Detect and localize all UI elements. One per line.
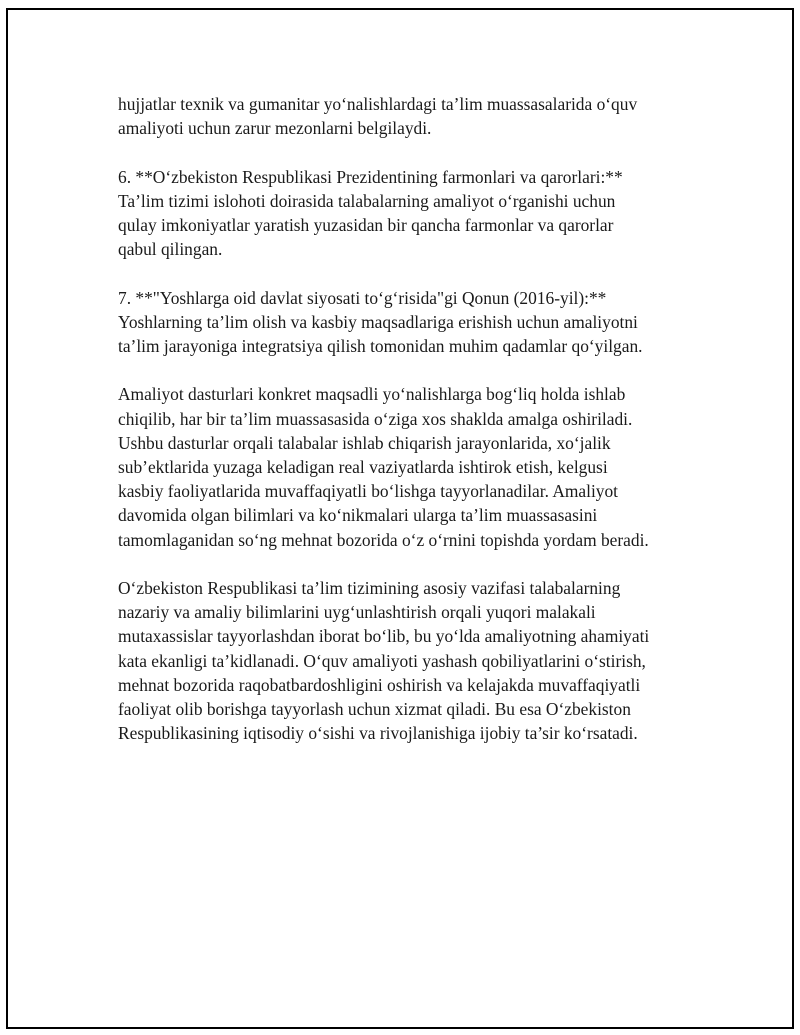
text-line: mehnat bozorida raqobatbardoshligini oshirish va kelajakda muvaffaqiyatli: [118, 674, 641, 695]
text-line: Amaliyot dasturlari konkret maqsadli yo‘nalishlarga bog‘liq holda ishlab: [118, 384, 626, 405]
text-line: sub’ektlarida yuzaga keladigan real vaziyatlarda ishtirok etish, kelgusi: [118, 457, 608, 477]
text-line: O‘zbekiston Respublikasi ta’lim tizimining asosiy vazifasi talabalarning: [118, 578, 621, 598]
text-line: nazariy va amaliy bilimlarini uyg‘unlashtirish orqali yuqori malakali: [118, 602, 596, 623]
text-line: kata ekanligi ta’kidlanadi. O‘quv amaliyoti yashash qobiliyatlarini o‘stirish,: [118, 650, 646, 671]
text-line: kasbiy faoliyatlarida muvaffaqiyatli bo‘lishga tayyorlanadilar. Amaliyot: [118, 481, 619, 502]
text-line: Respublikasining iqtisodiy o‘sishi va rivojlanishiga ijobiy ta’sir ko‘rsatadi.: [118, 723, 638, 744]
text-line: amaliyoti uchun zarur mezonlarni belgilaydi.: [118, 118, 432, 139]
text-line: qabul qilingan.: [118, 239, 223, 260]
paragraph-practice-programs: [118, 382, 698, 551]
text-line: 7. **"Yoshlarga oid davlat siyosati to‘g‘risida"gi Qonun (2016-yil):**: [118, 287, 607, 308]
text-line: davomida olgan bilimlari va ko‘nikmalari ularga ta’lim muassasasini: [118, 505, 598, 526]
document-body: [118, 92, 698, 770]
paragraph-item-6: [118, 165, 698, 262]
text-line: Ushbu dasturlar orqali talabalar ishlab chiqarish jarayonlarida, xo‘jalik: [118, 432, 611, 453]
text-line: tamomlaganidan so‘ng mehnat bozorida o‘z o‘rnini topishda yordam beradi.: [118, 529, 649, 550]
paragraph-education-system: [118, 576, 698, 745]
text-line: Ta’lim tizimi islohoti doirasida talabalarning amaliyot o‘rganishi uchun: [118, 190, 616, 211]
text-line: qulay imkoniyatlar yaratish yuzasidan bir qancha farmonlar va qarorlar: [118, 215, 614, 235]
text-line: Yoshlarning ta’lim olish va kasbiy maqsadlariga erishish uchun amaliyotni: [118, 311, 638, 332]
text-line: faoliyat olib borishga tayyorlash uchun xizmat qiladi. Bu esa O‘zbekiston: [118, 699, 631, 720]
text-line: hujjatlar texnik va gumanitar yo‘nalishlardagi ta’lim muassasalarida o‘quv: [118, 94, 638, 114]
text-line: mutaxassislar tayyorlashdan iborat bo‘lib, bu yo‘lda amaliyotning ahamiyati: [118, 626, 650, 647]
text-line: ta’lim jarayoniga integratsiya qilish tomonidan muhim qadamlar qo‘yilgan.: [118, 336, 643, 356]
text-line: 6. **O‘zbekiston Respublikasi Prezidentining farmonlari va qarorlari:**: [118, 166, 623, 187]
paragraph-item-7: [118, 286, 698, 359]
paragraph-continuation: [118, 92, 698, 140]
text-line: chiqilib, har bir ta’lim muassasasida o‘ziga xos shaklda amalga oshiriladi.: [118, 408, 633, 429]
